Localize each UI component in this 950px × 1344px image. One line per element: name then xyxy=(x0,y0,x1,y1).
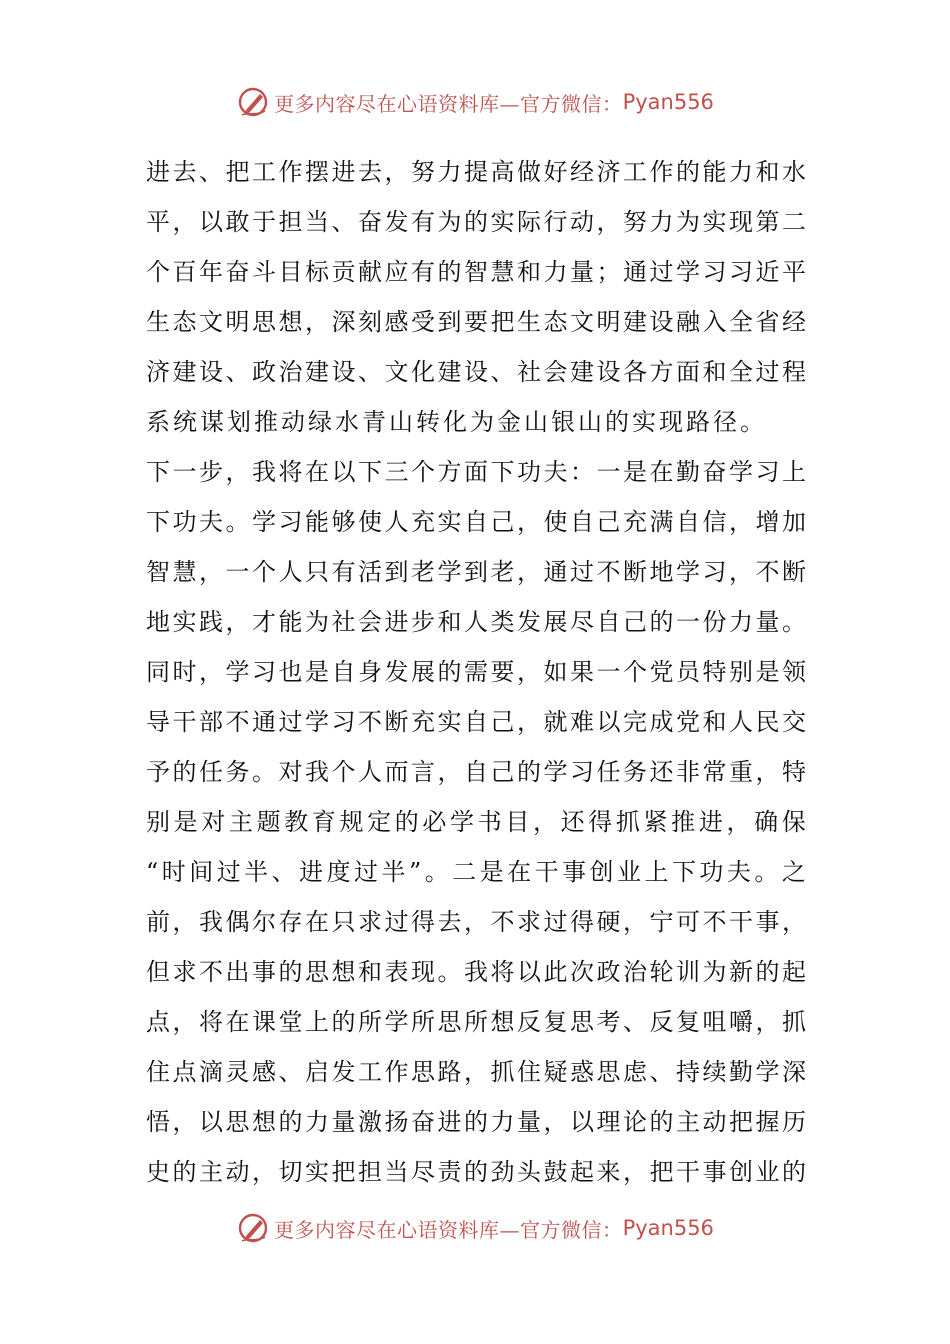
text-line: 史 的 主 动 ， 切 实 把 担 当 尽 责 的 劲 头 鼓 起 来 ， 把 干 事 创 业 的 xyxy=(146,1158,806,1186)
text-line: “ 时 间 过 半 、 进 度 过 半 ” 。 二 是 在 干 事 创 业 上 下 功 夫 。 之 xyxy=(146,858,806,886)
text-line: 导 干 部 不 通 过 学 习 不 断 充 实 自 己 ， 就 难 以 完 成 党 和 人 民 交 xyxy=(146,708,806,736)
text-line: 同 时 ， 学 习 也 是 自 身 发 展 的 需 要 ， 如 果 一 个 党 员 特 别 是 领 xyxy=(146,658,806,686)
text-line: 别 是 对 主 题 教 育 规 定 的 必 学 书 目 ， 还 得 抓 紧 推 进 ， 确 保 xyxy=(146,808,806,836)
text-line: 下 功 夫 。 学 习 能 够 使 人 充 实 自 己 ， 使 自 己 充 满 自 信 ， 增 加 xyxy=(146,508,806,536)
text-line: 予 的 任 务 。 对 我 个 人 而 言 ， 自 己 的 学 习 任 务 还 非 常 重 ， 特 xyxy=(146,758,806,786)
text-line: 进 去 、 把 工 作 摆 进 去 ， 努 力 提 高 做 好 经 济 工 作 的 能 力 和 水 xyxy=(146,158,806,186)
text-line: 地 实 践 ， 才 能 为 社 会 进 步 和 人 类 发 展 尽 自 己 的 一 份 力 量 。 xyxy=(146,608,806,636)
text-line: 悟 ， 以 思 想 的 力 量 激 扬 奋 进 的 力 量 ， 以 理 论 的 主 动 把 握 历 xyxy=(146,1108,806,1136)
text-line: 住 点 滴 灵 感 、 启 发 工 作 思 路 ， 抓 住 疑 惑 思 虑 、 持 续 勤 学 深 xyxy=(146,1058,806,1086)
text-line: 个 百 年 奋 斗 目 标 贡 献 应 有 的 智 慧 和 力 量 ； 通 过 学 习 习 近 平 xyxy=(146,258,806,286)
banner-text: 更多内容尽在心语资料库—官方微信： xyxy=(274,1217,623,1242)
text-line: 但 求 不 出 事 的 思 想 和 表 现 。 我 将 以 此 次 政 治 轮 训 为 新 的 起 xyxy=(146,958,806,986)
banner-text: 更多内容尽在心语资料库—官方微信： xyxy=(274,91,623,116)
text-line: 系统谋划推动绿水青山转化为金山银山的实现路径。 xyxy=(146,408,767,436)
pen-in-circle-icon xyxy=(236,1211,270,1245)
document-body xyxy=(146,147,806,1197)
text-line: 前 ， 我 偶 尔 存 在 只 求 过 得 去 ， 不 求 过 得 硬 ， 宁 可 不 干 事 ， xyxy=(146,908,806,936)
text-line: 生 态 文 明 思 想 ， 深 刻 感 受 到 要 把 生 态 文 明 建 设 融 入 全 省 经 xyxy=(146,308,806,336)
pen-in-circle-icon xyxy=(236,85,270,119)
text-line: 智 慧 ， 一 个 人 只 有 活 到 老 学 到 老 ， 通 过 不 断 地 学 习 ， 不 断 xyxy=(146,558,806,586)
text-line: 点 ， 将 在 课 堂 上 的 所 学 所 思 所 想 反 复 思 考 、 反 复 咀 嚼 ， 抓 xyxy=(146,1008,806,1036)
footer-watermark-banner xyxy=(0,1208,950,1248)
text-line: 平 ， 以 敢 于 担 当 、 奋 发 有 为 的 实 际 行 动 ， 努 力 为 实 现 第 二 xyxy=(146,208,806,236)
text-line: 下 一 步 ， 我 将 在 以 下 三 个 方 面 下 功 夫 ： 一 是 在 勤 奋 学 习 上 xyxy=(146,458,806,486)
text-line: 济 建 设 、 政 治 建 设 、 文 化 建 设 、 社 会 建 设 各 方 面 和 全 过 程 xyxy=(146,358,806,386)
banner-wechat-id: Pyan556 xyxy=(622,90,714,114)
banner-wechat-id: Pyan556 xyxy=(622,1216,714,1240)
header-watermark-banner xyxy=(0,82,950,122)
